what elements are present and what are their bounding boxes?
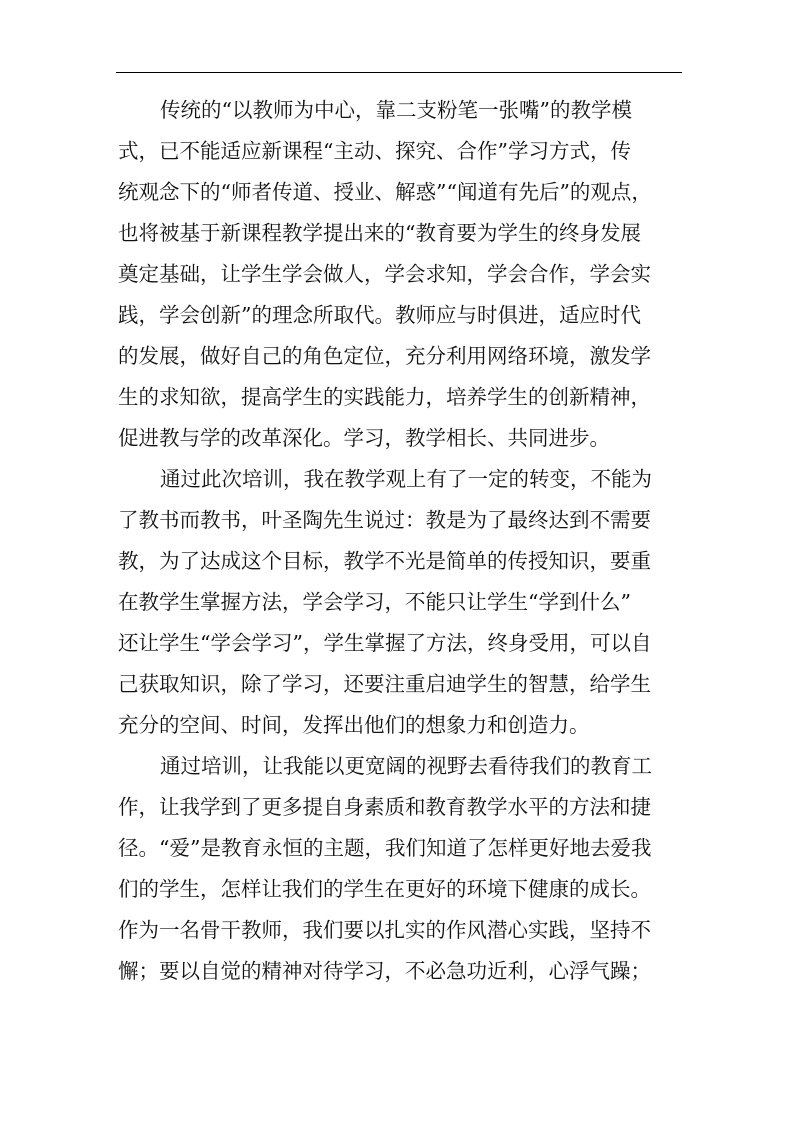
text-line-15: 己获取知识，除了学习，还要注重启迪学生的智慧，给学生 bbox=[118, 672, 651, 696]
text-line-10: 通过此次培训，我在教学观上有了一定的转变，不能为 bbox=[160, 467, 652, 491]
text-line-21: 作为一名骨干教师，我们要以扎实的作风潜心实践，坚持不 bbox=[118, 918, 651, 942]
text-line-11: 了教书而教书，叶圣陶先生说过：教是为了最终达到不需要 bbox=[118, 508, 651, 532]
header-rule bbox=[116, 72, 682, 73]
text-line-20: 们的学生，怎样让我们的学生在更好的环境下健康的成长。 bbox=[118, 877, 651, 901]
text-line-18: 作，让我学到了更多提自身素质和教育教学水平的方法和捷 bbox=[118, 795, 651, 819]
text-line-4: 也将被基于新课程教学提出来的“教育要为学生的终身发展 bbox=[118, 221, 641, 245]
text-line-22: 懈；要以自觉的精神对待学习，不必急功近利，心浮气躁； bbox=[118, 959, 651, 983]
text-line-9: 促进教与学的改革深化。学习，教学相长、共同进步。 bbox=[118, 426, 610, 450]
text-line-6: 践，学会创新”的理念所取代。教师应与时俱进，适应时代 bbox=[118, 303, 641, 327]
text-line-5: 奠定基础，让学生学会做人，学会求知，学会合作，学会实 bbox=[118, 262, 651, 286]
text-line-3: 统观念下的“师者传道、授业、解惑”“闻道有先后”的观点， bbox=[118, 180, 652, 204]
text-line-2: 式，已不能适应新课程“主动、探究、合作”学习方式，传 bbox=[118, 139, 631, 163]
text-line-7: 的发展，做好自己的角色定位，充分利用网络环境，激发学 bbox=[118, 344, 651, 368]
text-line-13: 在教学生掌握方法，学会学习，不能只让学生“学到什么” bbox=[118, 590, 631, 614]
text-line-16: 充分的空间、时间，发挥出他们的想象力和创造力。 bbox=[118, 713, 590, 737]
text-line-17: 通过培训，让我能以更宽阔的视野去看待我们的教育工 bbox=[160, 754, 652, 778]
text-line-19: 径。“爱”是教育永恒的主题，我们知道了怎样更好地去爱我 bbox=[118, 836, 652, 860]
text-line-1: 传统的“以教师为中心，靠二支粉笔一张嘴”的教学模 bbox=[160, 98, 632, 122]
text-line-14: 还让学生“学会学习”，学生掌握了方法，终身受用，可以自 bbox=[118, 631, 652, 655]
text-line-8: 生的求知欲，提高学生的实践能力，培养学生的创新精神， bbox=[118, 385, 651, 409]
text-line-12: 教，为了达成这个目标，教学不光是简单的传授知识，要重 bbox=[118, 549, 651, 573]
